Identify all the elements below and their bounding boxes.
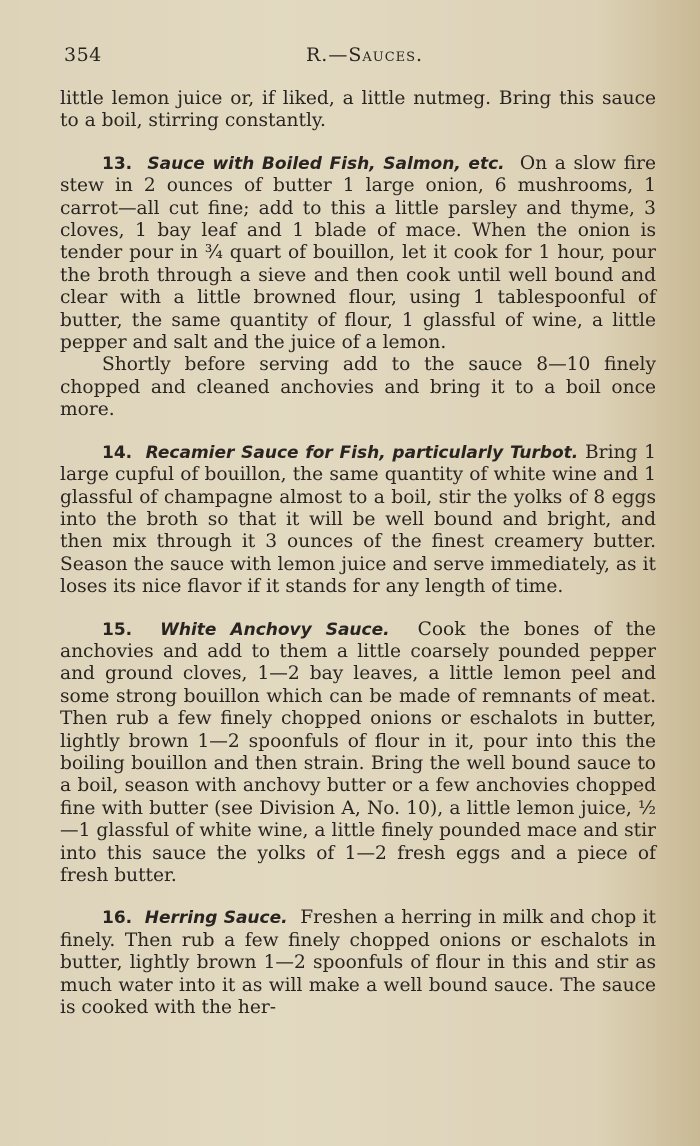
recipe-text: Freshen a herring in milk and chop it finely. Then rub a few finely chopped onions or eschalots in butter, lightly brown 1—2 spoonfuls of flour in this and stir as much water into it as will make a well bound sauce. The sauce is cooked with the her-	[60, 907, 656, 1019]
recipe-number: 15.	[102, 619, 133, 640]
running-title: R.—Sauces.	[306, 44, 424, 66]
page-number: 354	[64, 44, 102, 66]
recipe-text: Cook the bones of the anchovies and add to them a little coarsely pounded pepper and ground cloves, 1—2 bay leaves, a little lemon peel and some strong bouillon which can be made of remnants of meat. Then rub a few finely chopped onions or eschalots in butter, lightly brown 1—2 spoonfuls of flour in it, pour into this the boiling bouillon and then strain. Bring the well bound sauce to a boil, season with anchovy butter or a few anchovies chopped fine with butter (see Division A, No. 10), a little lemon juice, ½—1 glassful of white wine, a little finely pounded mace and stir into this sauce the yolks of 1—2 fresh eggs and a piece of fresh butter.	[60, 618, 657, 886]
recipe-title: Sauce with Boiled Fish, Salmon, etc.	[147, 153, 505, 174]
recipe-title: White Anchovy Sauce.	[160, 619, 390, 640]
page-body	[60, 88, 656, 1019]
recipe-13	[60, 153, 656, 422]
recipe-title: Recamier Sauce for Fish, particularly Turbot.	[145, 442, 579, 463]
recipe-title: Herring Sauce.	[144, 908, 288, 929]
intro-paragraph: little lemon juice or, if liked, a little nutmeg. Bring this sauce to a boil, stirring constantly.	[60, 88, 656, 132]
recipe-paragraph	[60, 442, 656, 599]
recipe-text: On a slow fire stew in 2 ounces of butter 1 large onion, 6 mushrooms, 1 carrot—all cut fine; add to this a little parsley and thyme, 3 cloves, 1 bay leaf and 1 blade of mace. When the onion is tender pour in ¾ quart of bouillon, let it cook for 1 hour, pour the broth through a sieve and then cook until well bound and clear with a little browned flour, using 1 tablespoonful of butter, the same quantity of flour, 1 glassful of wine, a little pepper and salt and the juice of a lemon.	[60, 152, 656, 354]
recipe-number: 13.	[102, 153, 133, 174]
recipe-14	[60, 442, 656, 599]
recipe-text: Bring 1 large cupful of bouillon, the same quantity of white wine and 1 glassful of champagne almost to a boil, stir the yolks of 8 eggs into the broth so that it will be well bound and bright, and then mix through it 3 ounces of the finest creamery butter. Season the sauce with lemon juice and serve immediately, as it loses its nice flavor if it stands for any length of time.	[60, 441, 656, 598]
recipe-16	[60, 907, 656, 1019]
recipe-paragraph	[60, 619, 656, 888]
page-header	[64, 44, 644, 74]
recipe-number: 16.	[102, 908, 133, 929]
recipe-paragraph	[60, 907, 656, 1019]
recipe-number: 14.	[102, 442, 133, 463]
recipe-15	[60, 619, 656, 888]
recipe-paragraph	[60, 153, 656, 355]
recipe-extra-paragraph: Shortly before serving add to the sauce 8—10 finely chopped and cleaned anchovies and bring it to a boil once more.	[60, 354, 656, 421]
